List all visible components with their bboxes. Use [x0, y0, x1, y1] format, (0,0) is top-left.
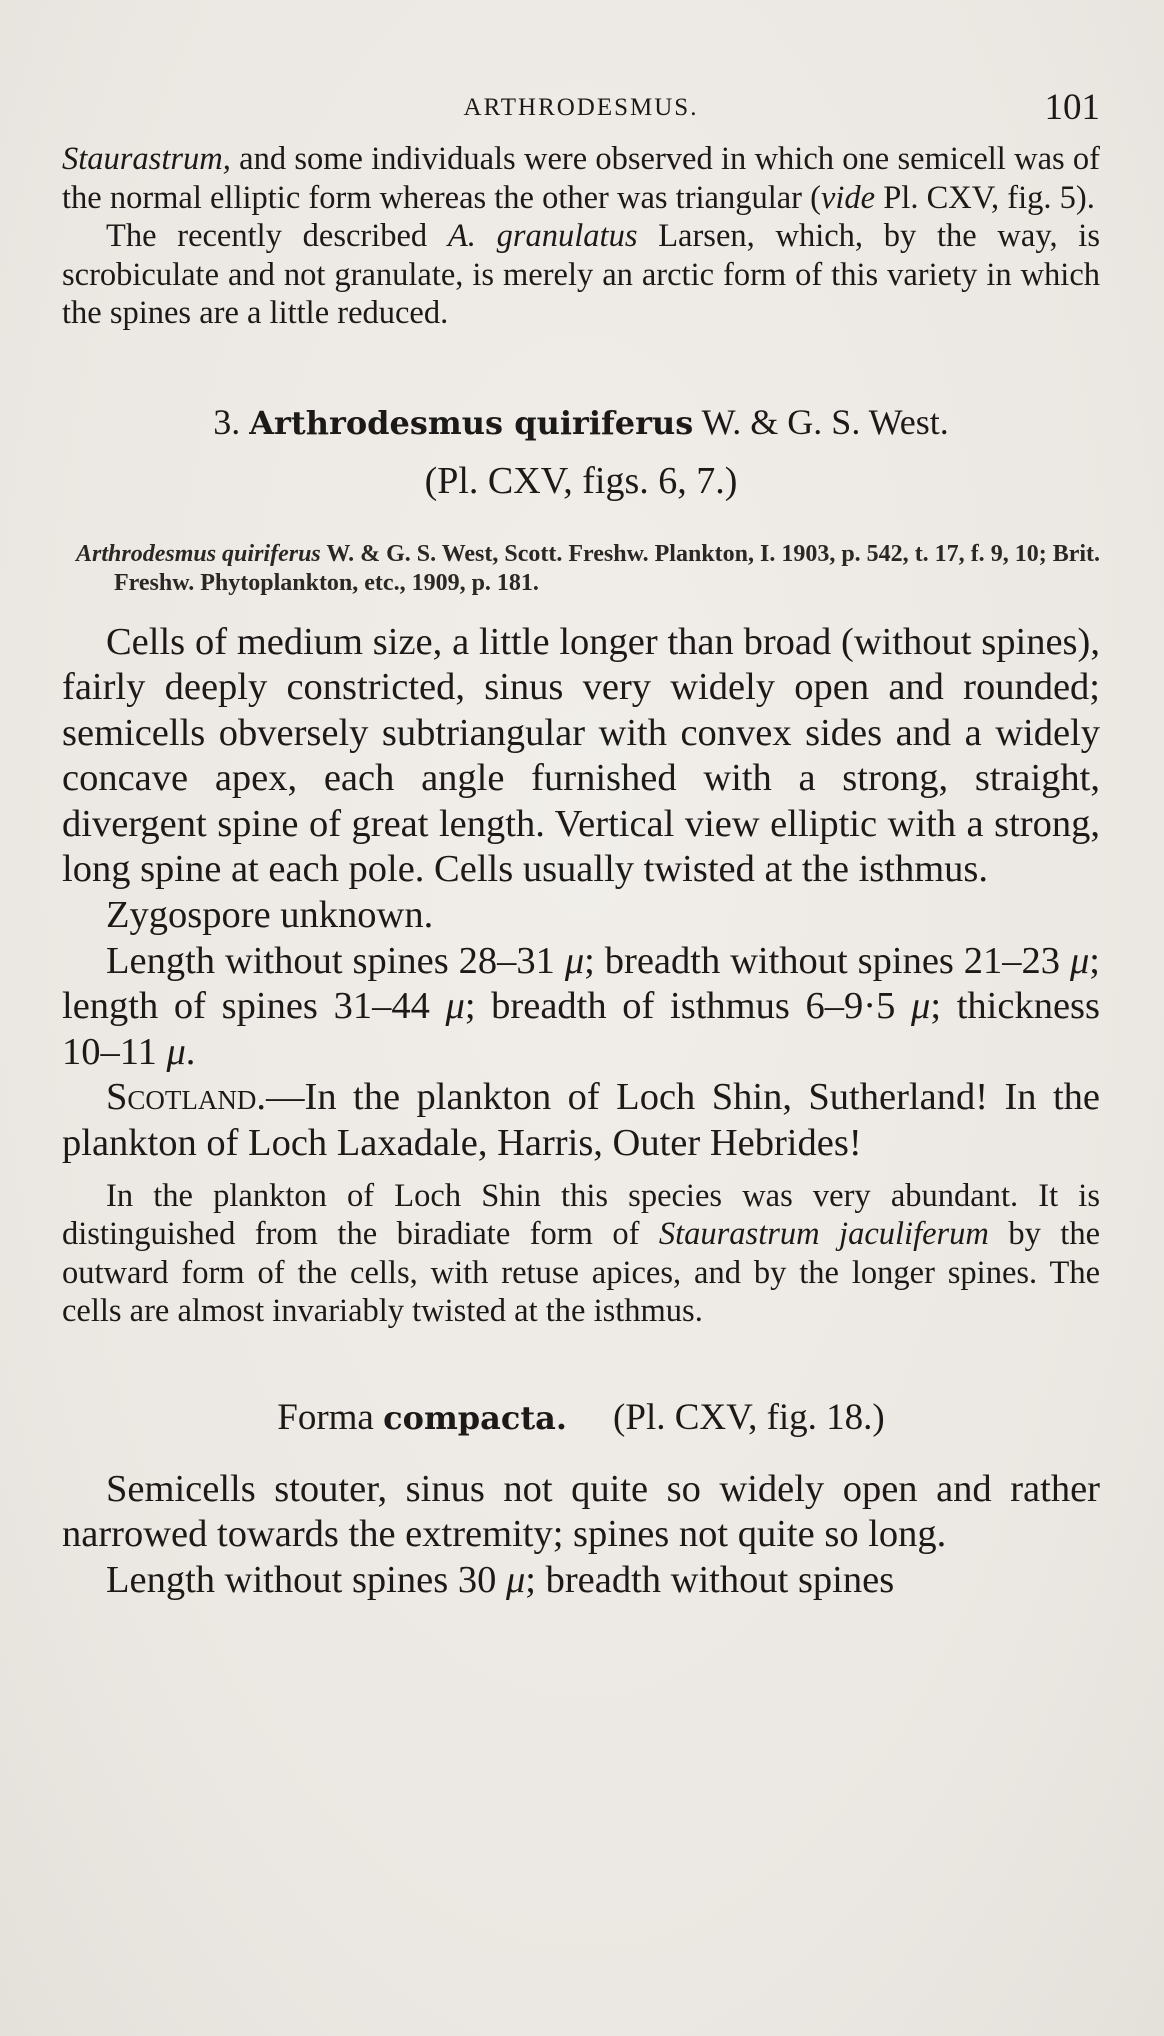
running-head: ARTHRODESMUS. — [463, 94, 699, 121]
locality — [62, 1075, 1100, 1166]
locality-label: Scotland. — [106, 1076, 267, 1119]
measure-3: ; length of spines 31–44 — [62, 939, 1100, 1028]
measure-end: . — [185, 1030, 196, 1073]
page-number: 101 — [1044, 87, 1100, 128]
species-note — [62, 1177, 1100, 1331]
note-text-2: by the outward form of the cells, with retuse apices, and by the longer spines. The cells are almost invariably twisted at the isthmus. — [62, 1216, 1100, 1330]
forma-heading — [62, 1395, 1100, 1441]
page-header — [62, 0, 1100, 140]
intro-p2-text-2: Larsen, which, by the way, is scrobiculate and not granulate, is merely an arctic form of this variety in which the spines are a little reduced. — [62, 218, 1100, 331]
species-description: Cells of medium size, a little longer than broad (without spines), fairly deeply constricted, sinus very widely open and rounded; semicells obversely subtriangular with convex sides and a widely concave apex, each angle furnished with a strong, straight, divergent spine of great length. Vertical view elliptic with a strong, long spine at each pole. Cells usually twisted at the isthmus. — [62, 620, 1100, 891]
species-number: 3. — [213, 401, 241, 442]
intro-p2-text-1: The recently described — [106, 218, 448, 254]
synonymy-text: W. & G. S. West, Scott. Freshw. Plankton, I. 1903, p. 542, t. 17, f. 9, 10; Brit. Freshw. Phytoplankton, etc., 1909, p. 181. — [114, 540, 1101, 596]
intro-italic-granulatus: A. granulatus — [447, 218, 638, 254]
forma-name: compacta. — [383, 1398, 568, 1437]
forma-measure-2: ; breadth without spines — [525, 1558, 895, 1601]
species-heading — [62, 397, 1100, 448]
species-name: Arthrodesmus quiriferus — [249, 403, 694, 442]
measure-5: ; thickness 10–11 — [62, 985, 1100, 1073]
synonymy-italic: Arthrodesmus quiriferus — [76, 540, 321, 567]
forma-plate-ref: (Pl. CXV, fig. 18.) — [613, 1396, 885, 1438]
note-italic: Staurastrum jaculiferum — [658, 1216, 989, 1253]
mu-symbol: μ — [1069, 939, 1090, 982]
forma-measure-1: Length without spines 30 — [106, 1558, 506, 1601]
measurements — [62, 939, 1100, 1076]
species-authority: W. & G. S. West. — [701, 401, 949, 442]
note-text-1: In the plankton of Loch Shin this species was very abundant. It is distinguished from the biradiate form of — [62, 1177, 1100, 1253]
intro-italic-vide: vide — [820, 179, 876, 216]
mu-symbol: μ — [911, 985, 931, 1028]
species-plate-ref: (Pl. CXV, figs. 6, 7.) — [424, 459, 738, 502]
synonymy — [62, 540, 1100, 598]
mu-symbol: μ — [564, 939, 585, 982]
measure-4: ; breadth of isthmus 6–9·5 — [464, 985, 912, 1028]
intro-paragraph-2 — [62, 217, 1100, 333]
zygospore-note: Zygospore unknown. — [106, 894, 434, 937]
locality-text: —In the plankton of Loch Shin, Sutherland! In the plankton of Loch Laxadale, Harris, Outer Hebrides! — [62, 1076, 1100, 1165]
forma-measurements — [62, 1558, 1100, 1604]
mu-symbol: μ — [505, 1558, 526, 1601]
intro-text-1: and some individuals were observed in which one semicell was of the normal elliptic form whereas the other was triangular ( — [62, 141, 1100, 216]
mu-symbol: μ — [445, 985, 465, 1028]
intro-paragraph-1 — [62, 140, 1100, 217]
forma-label: Forma — [277, 1396, 374, 1438]
forma-description: Semicells stouter, sinus not quite so widely open and rather narrowed towards the extremity; spines not quite so long. — [62, 1467, 1100, 1556]
intro-italic-staurastrum: Staurastrum, — [62, 141, 231, 177]
measure-1: Length without spines 28–31 — [106, 939, 565, 982]
measure-2: ; breadth without spines 21–23 — [584, 939, 1070, 982]
mu-symbol: μ — [166, 1030, 186, 1073]
intro-text-2: Pl. CXV, fig. 5). — [875, 179, 1095, 216]
